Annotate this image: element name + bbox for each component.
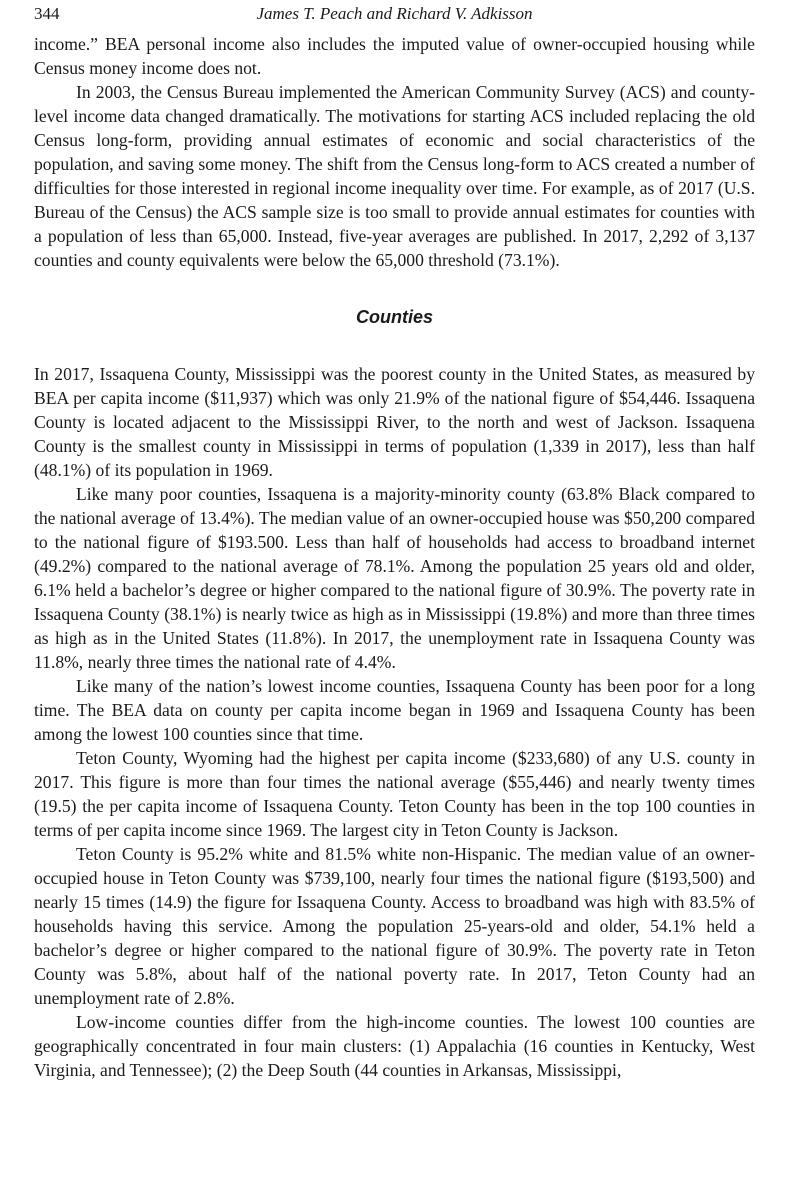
paragraph: In 2017, Issaquena County, Mississippi was the poorest county in the United States, as measured by BEA per capita income ($11,937) which was only 21.9% of the national figure of $54,446. Issaquena County is located adjacent to the Mississippi River, to the north and west of Jackson. Issaquena County is the smallest county in Mississippi in terms of population (1,339 in 2017), less than half (48.1%) of its population in 1969. bbox=[34, 364, 755, 480]
paragraph: Like many of the nation’s lowest income counties, Issaquena County has been poor for a long time. The BEA data on county per capita income began in 1969 and Issaquena County has been among the lowest 100 counties since that time. bbox=[34, 676, 755, 744]
page bbox=[34, 0, 755, 1082]
section-text bbox=[34, 362, 755, 1082]
paragraph: Teton County is 95.2% white and 81.5% white non-Hispanic. The median value of an owner-occupied house in Teton County was $739,100, nearly four times the national figure ($193,500) and nearly 15 times (14.9) the figure for Issaquena County. Access to broadband was high with 83.5% of households having this service. Among the population 25-years-old and older, 54.1% held a bachelor’s degree or higher compared to the national figure of 30.9%. The poverty rate in Teton County was 5.8%, about half of the national poverty rate. In 2017, Teton County had an unemployment rate of 2.8%. bbox=[34, 844, 755, 1008]
paragraph: Low-income counties differ from the high-income counties. The lowest 100 counties are geographically concentrated in four main clusters: (1) Appalachia (16 counties in Kentucky, West Virginia, and Tennessee); (2) the Deep South (44 counties in Arkansas, Mississippi, bbox=[34, 1012, 755, 1080]
intro-text bbox=[34, 32, 755, 272]
running-head bbox=[34, 4, 755, 32]
paragraph: income.” BEA personal income also includes the imputed value of owner-occupied housing while Census money income does not. bbox=[34, 34, 755, 78]
paragraph: Teton County, Wyoming had the highest per capita income ($233,680) of any U.S. county in 2017. This figure is more than four times the national average ($55,446) and nearly twenty times (19.5) the per capita income of Issaquena County. Teton County has been in the top 100 counties in terms of per capita income since 1969. The largest city in Teton County is Jackson. bbox=[34, 748, 755, 840]
paragraph: Like many poor counties, Issaquena is a majority-minority county (63.8% Black compared to the national average of 13.4%). The median value of an owner-occupied house was $50,200 compared to the national figure of $193.500. Less than half of households had access to broadband internet (49.2%) compared to the national average of 78.1%. Among the population 25 years old and older, 6.1% held a bachelor’s degree or higher compared to the national figure of 30.9%. The poverty rate in Issaquena County (38.1%) is nearly twice as high as in Mississippi (19.8%) and more than three times as high as in the United States (11.8%). In 2017, the unemployment rate in Issaquena County was 11.8%, nearly three times the national rate of 4.4%. bbox=[34, 484, 755, 672]
paragraph: In 2003, the Census Bureau implemented the American Community Survey (ACS) and county-level income data changed dramatically. The motivations for starting ACS included replacing the old Census long-form, providing annual estimates of economic and social characteristics of the population, and saving some money. The shift from the Census long-form to ACS created a number of difficulties for those interested in regional income inequality over time. For example, as of 2017 (U.S. Bureau of the Census) the ACS sample size is too small to provide annual estimates for counties with a population of less than 65,000. Instead, five-year averages are published. In 2017, 2,292 of 3,137 counties and county equivalents were below the 65,000 threshold (73.1%). bbox=[34, 82, 755, 270]
running-title: James T. Peach and Richard V. Adkisson bbox=[256, 4, 533, 23]
section-heading: Counties bbox=[355, 307, 433, 327]
page-number: 344 bbox=[34, 4, 60, 23]
